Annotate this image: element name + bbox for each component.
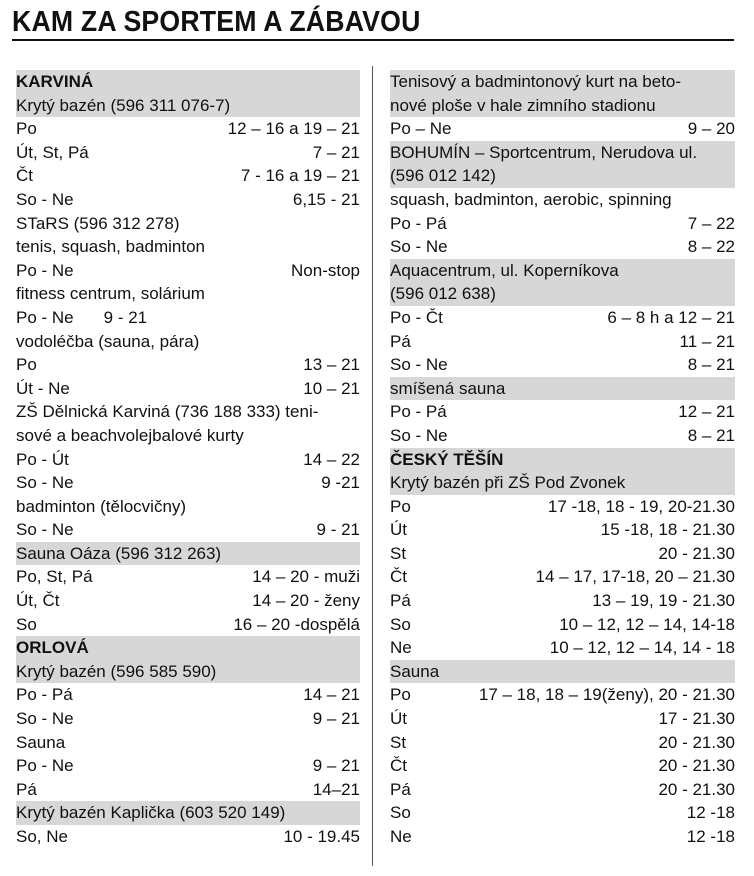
schedule-row — [390, 683, 735, 707]
schedule-hours: 9 – 21 — [312, 756, 360, 776]
schedule-days: St — [390, 543, 407, 563]
schedule-days: Pá — [390, 779, 411, 799]
schedule-days: Čt — [390, 567, 407, 587]
schedule-row — [390, 825, 735, 849]
schedule-hours: 9 -21 — [321, 473, 360, 493]
schedule-row — [390, 613, 735, 637]
schedule-days: Út, St, Pá — [16, 142, 89, 162]
venue-heading: Aquacentrum, ul. Koperníkova — [390, 259, 735, 283]
venue-heading: smíšená sauna — [390, 377, 735, 401]
schedule-hours: 10 – 21 — [303, 378, 360, 398]
schedule-hours: 20 - 21.30 — [658, 779, 735, 799]
schedule-row — [390, 235, 735, 259]
schedule-row — [390, 754, 735, 778]
activity-label: badminton (tělocvičny) — [16, 496, 187, 516]
schedule-row — [16, 613, 360, 637]
venue-heading: Krytý bazén (596 585 590) — [16, 660, 360, 684]
schedule-days: Po - Pá — [16, 685, 73, 705]
schedule-days: Po — [390, 685, 411, 705]
schedule-row — [16, 518, 360, 542]
schedule-days: Po - Ne — [16, 756, 74, 776]
schedule-row — [16, 471, 360, 495]
schedule-row — [16, 778, 360, 802]
schedule-hours: 13 – 21 — [303, 355, 360, 375]
schedule-days: Pá — [390, 331, 411, 351]
schedule-row — [16, 164, 360, 188]
schedule-days: Po, St, Pá — [16, 567, 93, 587]
schedule-hours: 14 – 22 — [303, 449, 360, 469]
right-column — [390, 70, 735, 849]
activity-label: Sauna — [16, 732, 66, 752]
schedule-days: So - Ne — [390, 425, 448, 445]
schedule-days: Ne — [390, 827, 412, 846]
schedule-hours: 15 -18, 18 - 21.30 — [600, 520, 735, 540]
schedule-days: So — [390, 614, 411, 634]
schedule-row — [16, 377, 360, 401]
schedule-days: So - Ne — [390, 237, 448, 257]
schedule-row — [390, 542, 735, 566]
schedule-hours: 12 -18 — [686, 827, 735, 846]
schedule-days: Út - Ne — [16, 378, 70, 398]
venue-heading: nové ploše v hale zimního stadionu — [390, 94, 735, 118]
schedule-days: Pá — [16, 779, 37, 799]
schedule-row — [16, 565, 360, 589]
schedule-row — [16, 683, 360, 707]
schedule-days: So - Ne — [16, 520, 74, 540]
schedule-hours: 17 - 21.30 — [658, 709, 735, 729]
schedule-row — [390, 495, 735, 519]
venue-heading: Sauna Oáza (596 312 263) — [16, 542, 360, 566]
venue-heading: Tenisový a badmintonový kurt na beto- — [390, 70, 735, 94]
schedule-hours: 8 – 21 — [687, 355, 735, 375]
schedule-row — [16, 306, 360, 330]
schedule-hours: 11 – 21 — [679, 331, 735, 351]
schedule-row — [390, 212, 735, 236]
schedule-hours: 12 – 16 a 19 – 21 — [227, 119, 360, 139]
venue-heading: Krytý bazén (596 311 076-7) — [16, 94, 360, 118]
schedule-days: St — [390, 732, 407, 752]
schedule-hours: 14–21 — [312, 779, 360, 799]
schedule-hours: 10 – 12, 12 – 14, 14-18 — [559, 614, 735, 634]
schedule-hours: 7 – 22 — [687, 213, 735, 233]
schedule-days: Pá — [390, 591, 411, 611]
schedule-row — [390, 400, 735, 424]
schedule-hours: 10 – 12, 12 – 14, 14 - 18 — [549, 638, 735, 658]
schedule-row — [390, 565, 735, 589]
schedule-hours: 9 – 21 — [312, 709, 360, 729]
city-heading: KARVINÁ — [16, 70, 360, 94]
schedule-hours: 14 – 20 - ženy — [252, 591, 360, 611]
schedule-row — [390, 518, 735, 542]
schedule-row — [16, 589, 360, 613]
activity-label: fitness centrum, solárium — [16, 284, 205, 304]
schedule-hours: 7 – 21 — [312, 142, 360, 162]
column-divider — [372, 66, 373, 866]
schedule-row — [390, 306, 735, 330]
schedule-hours: 20 - 21.30 — [658, 756, 735, 776]
schedule-row — [16, 707, 360, 731]
schedule-hours: 9 - 21 — [103, 307, 148, 327]
schedule-hours: 12 -18 — [686, 803, 735, 823]
schedule-days: Po - Pá — [390, 402, 447, 422]
venue-heading: (596 012 142) — [390, 164, 735, 188]
schedule-hours: 6 – 8 h a 12 – 21 — [607, 307, 735, 327]
schedule-days: Út — [390, 520, 407, 540]
schedule-row — [16, 188, 360, 212]
schedule-days: Po - Ne — [16, 307, 74, 327]
schedule-hours: 20 - 21.30 — [658, 543, 735, 563]
schedule-hours: 14 – 20 - muži — [252, 567, 360, 587]
venue-heading: Krytý bazén při ZŠ Pod Zvonek — [390, 471, 735, 495]
venue-heading: Sauna — [390, 660, 735, 684]
activity-label: squash, badminton, aerobic, spinning — [390, 189, 672, 209]
schedule-days: Čt — [390, 756, 407, 776]
schedule-hours: 8 – 22 — [687, 237, 735, 257]
schedule-row — [16, 353, 360, 377]
title-rule — [12, 39, 734, 41]
activity-label: sové a beachvolejbalové kurty — [16, 425, 244, 445]
schedule-hours: 17 – 18, 18 – 19(ženy), 20 - 21.30 — [478, 685, 735, 705]
schedule-days: So — [16, 614, 37, 634]
schedule-hours: 12 – 21 — [678, 402, 735, 422]
schedule-hours: 16 – 20 -dospělá — [233, 614, 360, 634]
schedule-days: Ne — [390, 638, 412, 658]
schedule-hours: 14 – 21 — [303, 685, 360, 705]
schedule-days: Po – Ne — [390, 119, 452, 139]
schedule-row — [390, 589, 735, 613]
activity-label: ZŠ Dělnická Karviná (736 188 333) teni- — [16, 402, 319, 422]
schedule-hours: 7 - 16 a 19 – 21 — [240, 166, 360, 186]
schedule-days: Út, Čt — [16, 591, 60, 611]
schedule-row — [16, 141, 360, 165]
schedule-row — [390, 636, 735, 660]
schedule-row — [390, 731, 735, 755]
activity-label: STaRS (596 312 278) — [16, 213, 180, 233]
schedule-row — [16, 117, 360, 141]
schedule-hours: 6,15 - 21 — [292, 189, 360, 209]
schedule-days: So - Ne — [390, 355, 448, 375]
schedule-row — [390, 353, 735, 377]
venue-heading: (596 012 638) — [390, 282, 735, 306]
schedule-days: So - Ne — [16, 709, 74, 729]
schedule-days: Po — [16, 355, 37, 375]
schedule-hours: 8 – 21 — [687, 425, 735, 445]
schedule-hours: Non-stop — [291, 260, 360, 280]
schedule-row — [16, 259, 360, 283]
schedule-row — [390, 330, 735, 354]
page-title: KAM ZA SPORTEM A ZÁBAVOU — [12, 6, 421, 38]
schedule-days: Po - Pá — [390, 213, 447, 233]
venue-heading: Krytý bazén Kaplička (603 520 149) — [16, 801, 360, 825]
schedule-days: Čt — [16, 166, 33, 186]
city-heading: ČESKÝ TĚŠÍN — [390, 448, 735, 472]
schedule-days: Po — [16, 119, 37, 139]
schedule-hours: 14 – 17, 17-18, 20 – 21.30 — [535, 567, 735, 587]
left-column — [16, 70, 360, 849]
schedule-days: So - Ne — [16, 189, 74, 209]
schedule-hours: 13 – 19, 19 - 21.30 — [592, 591, 735, 611]
schedule-days: So — [390, 803, 411, 823]
schedule-row — [390, 778, 735, 802]
schedule-hours: 9 – 20 — [687, 119, 735, 139]
schedule-hours: 9 - 21 — [316, 520, 360, 540]
schedule-row — [390, 117, 735, 141]
schedule-row — [16, 448, 360, 472]
city-heading: ORLOVÁ — [16, 636, 360, 660]
schedule-row — [16, 754, 360, 778]
schedule-days: Út — [390, 709, 407, 729]
schedule-days: So, Ne — [16, 827, 68, 846]
schedule-days: Po - Ne — [16, 260, 74, 280]
schedule-days: Po - Čt — [390, 307, 443, 327]
schedule-row — [390, 707, 735, 731]
activity-label: tenis, squash, badminton — [16, 237, 206, 257]
activity-label: vodoléčba (sauna, pára) — [16, 331, 200, 351]
schedule-days: Po — [390, 496, 411, 516]
schedule-days: So - Ne — [16, 473, 74, 493]
schedule-hours: 10 - 19.45 — [283, 827, 360, 846]
schedule-hours: 20 - 21.30 — [658, 732, 735, 752]
schedule-row — [16, 825, 360, 849]
schedule-hours: 17 -18, 18 - 19, 20-21.30 — [547, 496, 735, 516]
venue-heading: BOHUMÍN – Sportcentrum, Nerudova ul. — [390, 141, 735, 165]
schedule-row — [390, 801, 735, 825]
schedule-row — [390, 424, 735, 448]
schedule-days: Po - Út — [16, 449, 69, 469]
